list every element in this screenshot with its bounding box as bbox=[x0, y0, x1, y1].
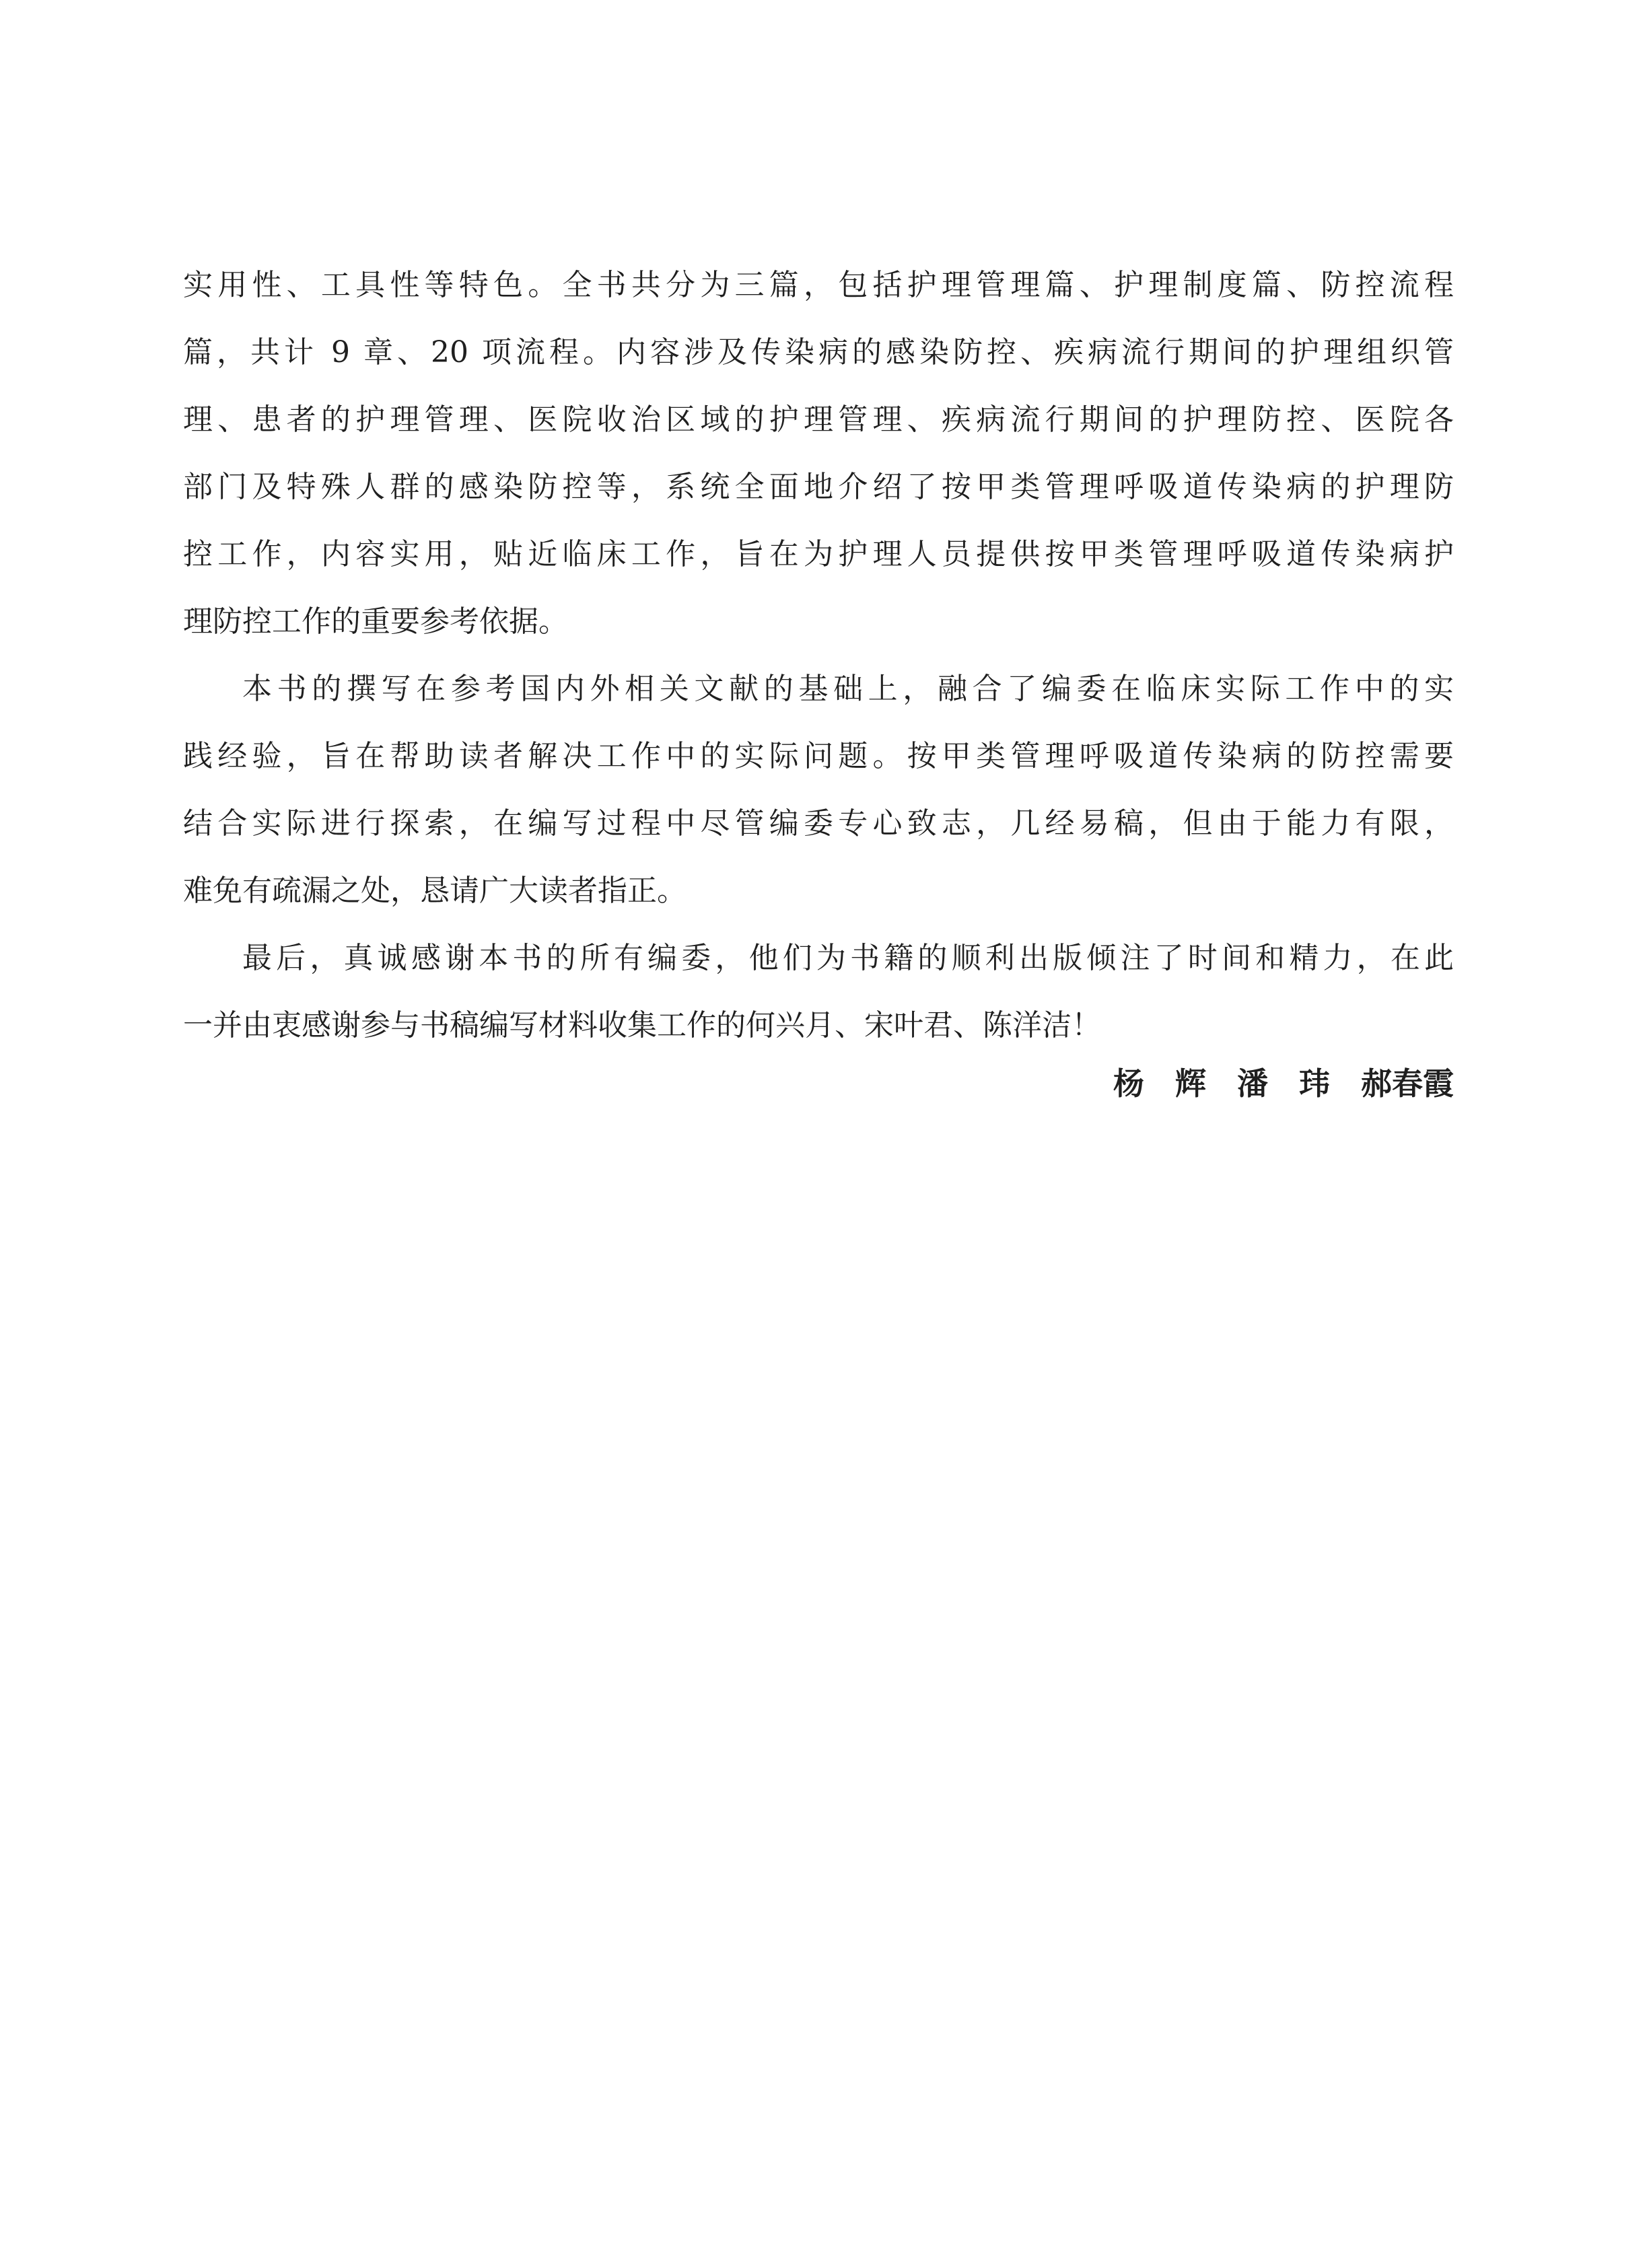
text-line: 篇，共计 9 章、20 项流程。内容涉及传染病的感染防控、疾病流行期间的护理组织管 bbox=[183, 335, 1454, 369]
text-line: 结合实际进行探索，在编写过程中尽管编委专心致志，几经易稿，但由于能力有限， bbox=[183, 806, 1454, 841]
paragraph-2 bbox=[183, 655, 1454, 925]
paragraph-3 bbox=[183, 925, 1454, 1059]
text-line: 部门及特殊人群的感染防控等，系统全面地介绍了按甲类管理呼吸道传染病的护理防 bbox=[183, 470, 1454, 504]
text-line: 践经验，旨在帮助读者解决工作中的实际问题。按甲类管理呼吸道传染病的防控需要 bbox=[183, 739, 1454, 773]
text-line: 一并由衷感谢参与书稿编写材料收集工作的何兴月、宋叶君、陈洋洁！ bbox=[183, 1008, 1101, 1042]
paragraph-1 bbox=[183, 252, 1454, 655]
author-signature: 杨 辉 潘 玮 郝春霞 bbox=[1113, 1065, 1454, 1102]
text-line: 理、患者的护理管理、医院收治区域的护理管理、疾病流行期间的护理防控、医院各 bbox=[183, 402, 1454, 437]
text-line: 难免有疏漏之处，恳请广大读者指正。 bbox=[183, 874, 687, 908]
text-line: 实用性、工具性等特色。全书共分为三篇，包括护理管理篇、护理制度篇、防控流程 bbox=[183, 268, 1454, 302]
text-line: 控工作，内容实用，贴近临床工作，旨在为护理人员提供按甲类管理呼吸道传染病护 bbox=[183, 537, 1454, 571]
text-line: 本书的撰写在参考国内外相关文献的基础上，融合了编委在临床实际工作中的实 bbox=[242, 672, 1454, 706]
text-line: 最后，真诚感谢本书的所有编委，他们为书籍的顺利出版倾注了时间和精力，在此 bbox=[242, 941, 1454, 975]
text-line: 理防控工作的重要参考依据。 bbox=[183, 604, 568, 639]
body-text bbox=[183, 252, 1454, 1059]
